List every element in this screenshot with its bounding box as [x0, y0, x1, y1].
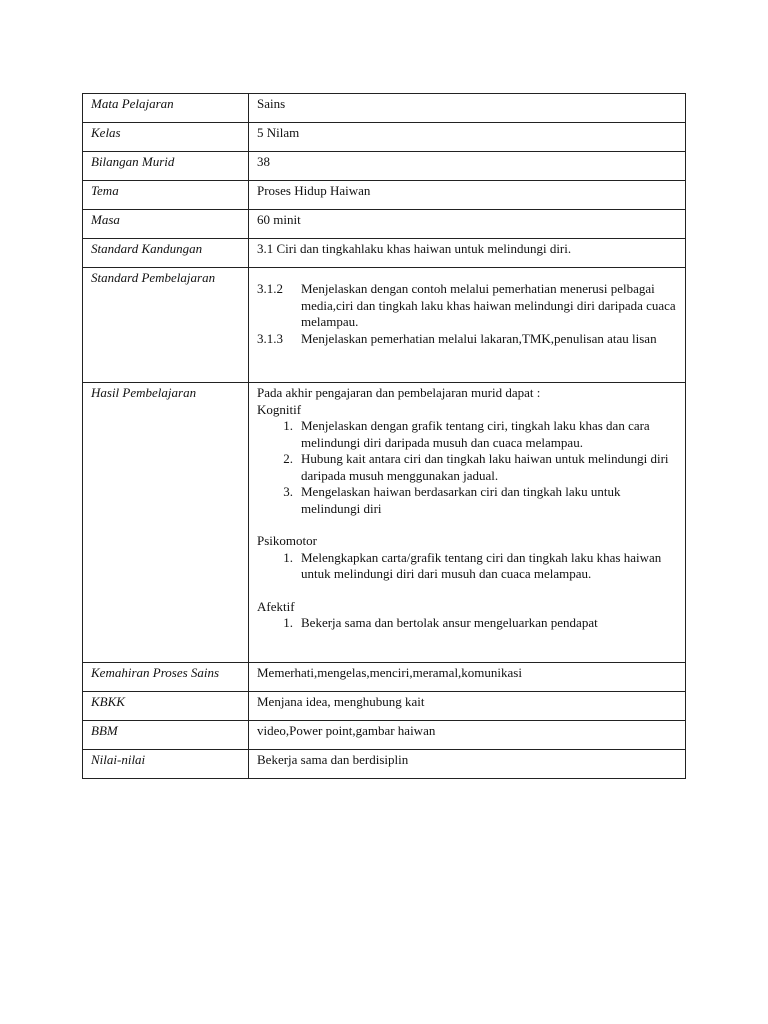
- list-item: [257, 615, 677, 632]
- row-value: Sains: [249, 94, 686, 123]
- row-value: Bekerja sama dan berdisiplin: [249, 750, 686, 779]
- section-title: Psikomotor: [257, 533, 317, 548]
- item-number: 1.: [283, 615, 293, 630]
- numbered-list: [257, 550, 677, 583]
- table-row: [83, 268, 686, 383]
- row-label: Masa: [83, 210, 249, 239]
- item-text: Hubung kait antara ciri dan tingkah laku haiwan untuk melindungi diri daripada musuh menggunakan jadual.: [301, 451, 669, 483]
- row-value: Proses Hidup Haiwan: [249, 181, 686, 210]
- item-text: Menjelaskan dengan contoh melalui pemerhatian menerusi pelbagai media,ciri dan tingkah laku khas haiwan melindungi diri daripada cuaca melampau.: [301, 281, 676, 329]
- list-item: [257, 281, 677, 331]
- standard-pembelajaran-cell: [249, 268, 686, 383]
- table-row: [83, 239, 686, 268]
- table-row: [83, 750, 686, 779]
- section-title: Afektif: [257, 598, 295, 614]
- row-label: Nilai-nilai: [83, 750, 249, 779]
- list-item: [257, 451, 677, 484]
- numbered-list: [257, 615, 677, 632]
- item-number: 2.: [283, 451, 293, 466]
- row-label: Standard Kandungan: [83, 239, 249, 268]
- list-item: [257, 418, 677, 451]
- item-text: Menjelaskan dengan grafik tentang ciri, tingkah laku khas dan cara melindungi diri daripada musuh dan cuaca melampau.: [301, 418, 650, 450]
- item-text: Melengkapkan carta/grafik tentang ciri dan tingkah laku khas haiwan untuk melindungi diri dari musuh dan cuaca melampau.: [301, 549, 662, 581]
- spacer: [257, 583, 677, 599]
- list-item: [257, 331, 677, 348]
- table-row: [83, 692, 686, 721]
- row-label: Bilangan Murid: [83, 152, 249, 181]
- intro-text: Pada akhir pengajaran dan pembelajaran murid dapat :: [257, 385, 541, 400]
- table-row: [83, 383, 686, 663]
- spacer: [257, 517, 677, 533]
- row-label: Hasil Pembelajaran: [83, 383, 249, 663]
- item-number: 3.1.3: [257, 330, 283, 346]
- row-label: Kemahiran Proses Sains: [83, 663, 249, 692]
- item-number: 3.1.2: [257, 281, 283, 296]
- list-item: [257, 550, 677, 583]
- row-label: Tema: [83, 181, 249, 210]
- row-value: 38: [249, 152, 686, 181]
- row-label: BBM: [83, 721, 249, 750]
- row-value: 60 minit: [249, 210, 686, 239]
- hasil-pembelajaran-cell: [249, 383, 686, 663]
- spacer: [257, 270, 677, 281]
- table-row: [83, 210, 686, 239]
- table-row: [83, 152, 686, 181]
- item-text: Menjelaskan pemerhatian melalui lakaran,TMK,penulisan atau lisan: [301, 330, 657, 346]
- list-item: [257, 484, 677, 517]
- lesson-plan-page: [82, 93, 686, 779]
- section-title: Kognitif: [257, 401, 302, 417]
- row-label: Mata Pelajaran: [83, 94, 249, 123]
- row-value: Menjana idea, menghubung kait: [249, 692, 686, 721]
- row-value: Memerhati,mengelas,menciri,meramal,komunikasi: [249, 663, 686, 692]
- item-text: Bekerja sama dan bertolak ansur mengeluarkan pendapat: [301, 615, 598, 630]
- numbered-list: [257, 418, 677, 517]
- table-row: [83, 181, 686, 210]
- item-text: Mengelaskan haiwan berdasarkan ciri dan tingkah laku untuk melindungi diri: [301, 484, 621, 516]
- row-label: Kelas: [83, 123, 249, 152]
- row-value: 5 Nilam: [249, 123, 686, 152]
- item-number: 1.: [283, 418, 293, 433]
- row-label: KBKK: [83, 692, 249, 721]
- item-number: 3.: [283, 484, 293, 499]
- table-row: [83, 123, 686, 152]
- item-number: 1.: [283, 549, 293, 565]
- table-row: [83, 94, 686, 123]
- lesson-plan-table: [82, 93, 686, 779]
- table-row: [83, 721, 686, 750]
- table-row: [83, 663, 686, 692]
- row-label: Standard Pembelajaran: [83, 268, 249, 383]
- row-value: 3.1 Ciri dan tingkahlaku khas haiwan untuk melindungi diri.: [249, 239, 686, 268]
- row-value: video,Power point,gambar haiwan: [249, 721, 686, 750]
